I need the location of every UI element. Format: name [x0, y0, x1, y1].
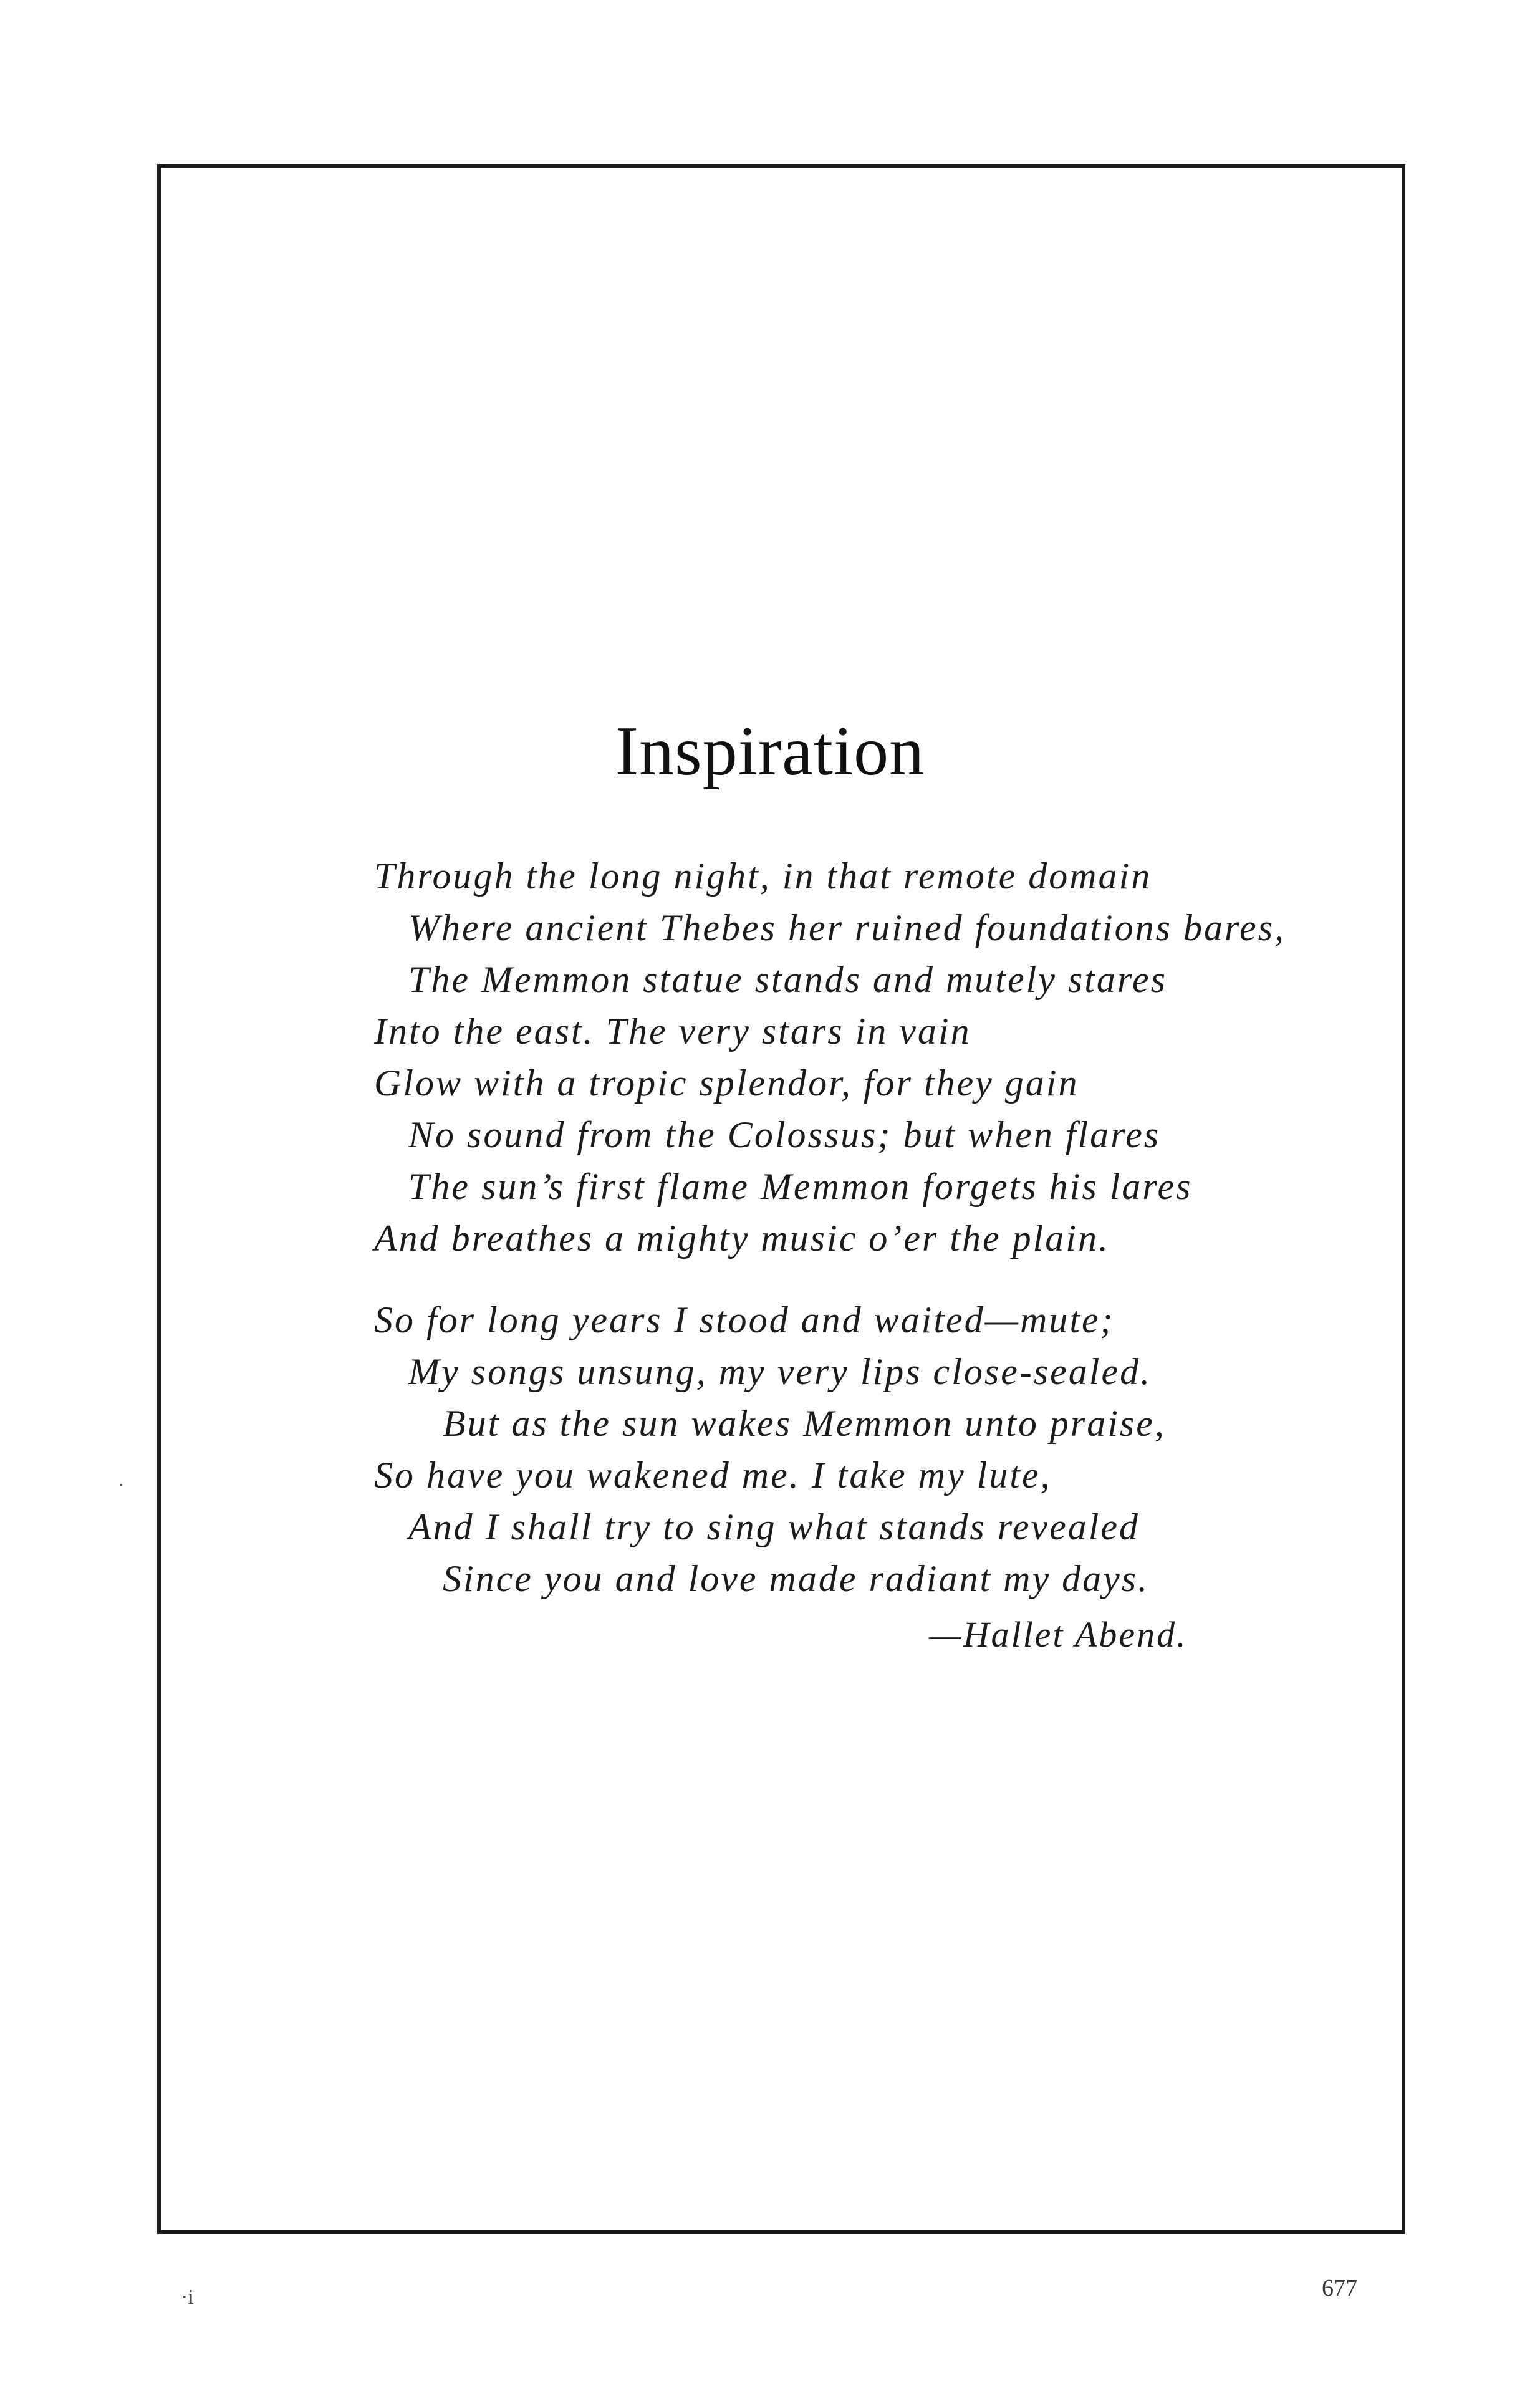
poem-line: Through the long night, in that remote domain — [374, 855, 1152, 897]
poem-line: So for long years I stood and waited—mute; — [374, 1299, 1115, 1340]
poem-line: The Memmon statue stands and mutely stares — [408, 959, 1168, 1000]
poem-title: Inspiration — [615, 713, 925, 790]
page-number: 677 — [1322, 2275, 1357, 2301]
poem-line: Since you and love made radiant my days. — [443, 1558, 1150, 1599]
poem-line: But as the sun wakes Memmon unto praise, — [443, 1403, 1166, 1444]
poem-line: And breathes a mighty music o’er the plain. — [374, 1218, 1110, 1259]
poem-line: And I shall try to sing what stands revealed — [408, 1506, 1140, 1547]
poem-line: My songs unsung, my very lips close-sealed. — [408, 1351, 1152, 1392]
poem-author-signature: —Hallet Abend. — [929, 1614, 1188, 1655]
page-mark: ·i — [181, 2286, 194, 2309]
poem-line: Glow with a tropic splendor, for they gain — [374, 1062, 1079, 1104]
poem-line: Into the east. The very stars in vain — [374, 1011, 971, 1052]
poem-line: The sun’s first flame Memmon forgets his lares — [408, 1166, 1193, 1207]
poem-line: Where ancient Thebes her ruined foundations bares, — [408, 907, 1286, 948]
poem-line: No sound from the Colossus; but when flares — [408, 1114, 1161, 1155]
margin-speck — [120, 1484, 122, 1486]
poem-line: So have you wakened me. I take my lute, — [374, 1455, 1052, 1496]
